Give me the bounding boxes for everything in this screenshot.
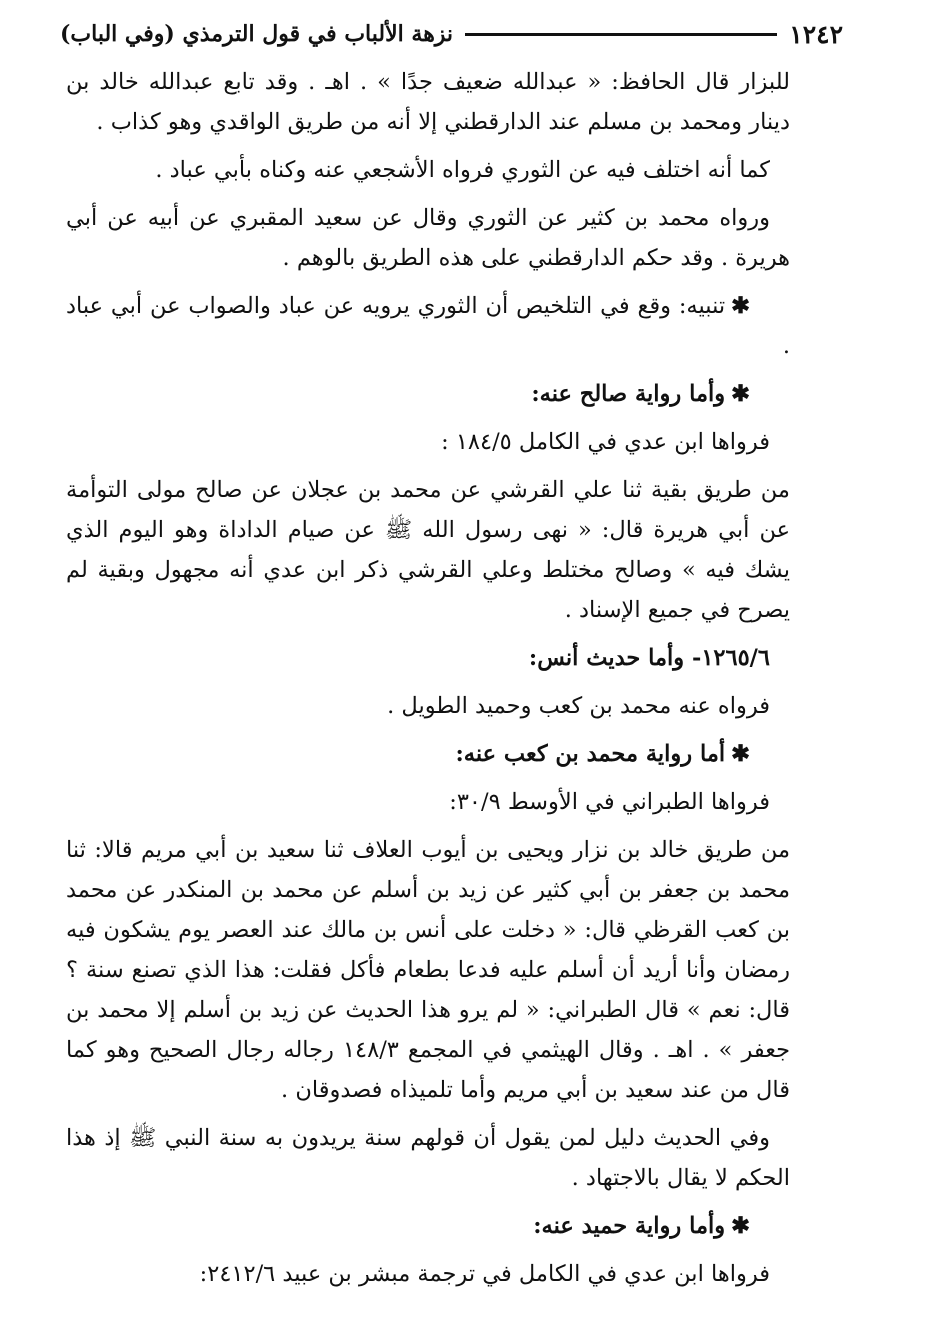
section-heading-text: أما رواية محمد بن كعب عنه: [455,741,726,767]
paragraph: فرواها الطبراني في الأوسط ٣٠/٩: [449,789,770,815]
section-heading-text: وأما رواية صالح عنه: [531,381,726,407]
section-heading [66,1206,790,1246]
paragraph: فرواها ابن عدي في الكامل ١٨٤/٥ : [441,429,770,455]
header-rule [465,33,777,36]
asterisk-icon: ✱ [731,381,750,407]
paragraph: وفي الحديث دليل لمن يقول أن قولهم سنة يريدون به سنة النبي ﷺ إذ هذا الحكم لا يقال بالاجتهاد . [66,1125,790,1191]
body-text [66,62,790,1294]
paragraph: كما أنه اختلف فيه عن الثوري فرواه الأشجعي عنه وكناه بأبي عباد . [155,157,770,183]
section-heading-text: وأما رواية حميد عنه: [533,1213,726,1239]
paragraph: فرواه عنه محمد بن كعب وحميد الطويل . [387,693,770,719]
note-text: تنبيه: وقع في التلخيص أن الثوري يرويه عن عباد والصواب عن أبي عباد . [66,293,790,359]
asterisk-icon: ✱ [731,1213,750,1239]
running-title: نزهة الألباب في قول الترمذي (وفي الباب) [60,21,454,47]
section-heading [66,374,790,414]
section-heading [66,734,790,774]
paragraph: ورواه محمد بن كثير عن الثوري وقال عن سعيد المقبري عن أبيه عن أبي هريرة . وقد حكم الدارقطني على هذه الطريق بالوهم . [66,205,790,271]
paragraph: من طريق بقية ثنا علي القرشي عن محمد بن عجلان عن صالح مولى التوأمة عن أبي هريرة قال: « نهى رسول الله ﷺ عن صيام الداداة وهو اليوم الذي يشك فيه » وصالح مختلط وعلي القرشي ذكر ابن عدي أنه مجهول وبقية لم يصرح في جميع الإسناد . [66,477,790,623]
paragraph: فرواها ابن عدي في الكامل في ترجمة مبشر بن عبيد ٢٤١٢/٦: [199,1261,770,1287]
paragraph: للبزار قال الحافظ: « عبدالله ضعيف جدًا » . اهـ . وقد تابع عبدالله خالد بن دينار ومحمد بن مسلم عند الدارقطني إلا أنه من طريق الواقدي وهو كذاب . [66,69,790,135]
asterisk-icon: ✱ [731,741,750,767]
paragraph: من طريق خالد بن نزار ويحيى بن أيوب العلاف ثنا سعيد بن أبي مريم قالا: ثنا محمد بن جعفر بن أبي كثير عن زيد بن أسلم عن محمد بن المنكدر عن محمد بن كعب القرظي قال: « دخلت على أنس بن مالك عند العصر يوم يشكون فيه رمضان وأنا أريد أن أسلم عليه فدعا بطعام فأكل فقلت: هذا الذي تصنع سنة ؟ قال: نعم » قال الطبراني: « لم يرو هذا الحديث عن زيد بن أسلم إلا محمد بن جعفر » . اهـ . وقال الهيثمي في المجمع ١٤٨/٣ رجاله رجال الصحيح وهو كما قال من عند سعيد بن أبي مريم وأما تلميذاه فصدوقان . [66,837,791,1103]
hadith-heading: ١٢٦٥/٦- وأما حديث أنس: [528,645,770,671]
note-paragraph [66,286,790,366]
asterisk-icon: ✱ [731,293,750,319]
page-number: ١٢٤٢ [789,19,843,49]
running-header [60,14,843,54]
